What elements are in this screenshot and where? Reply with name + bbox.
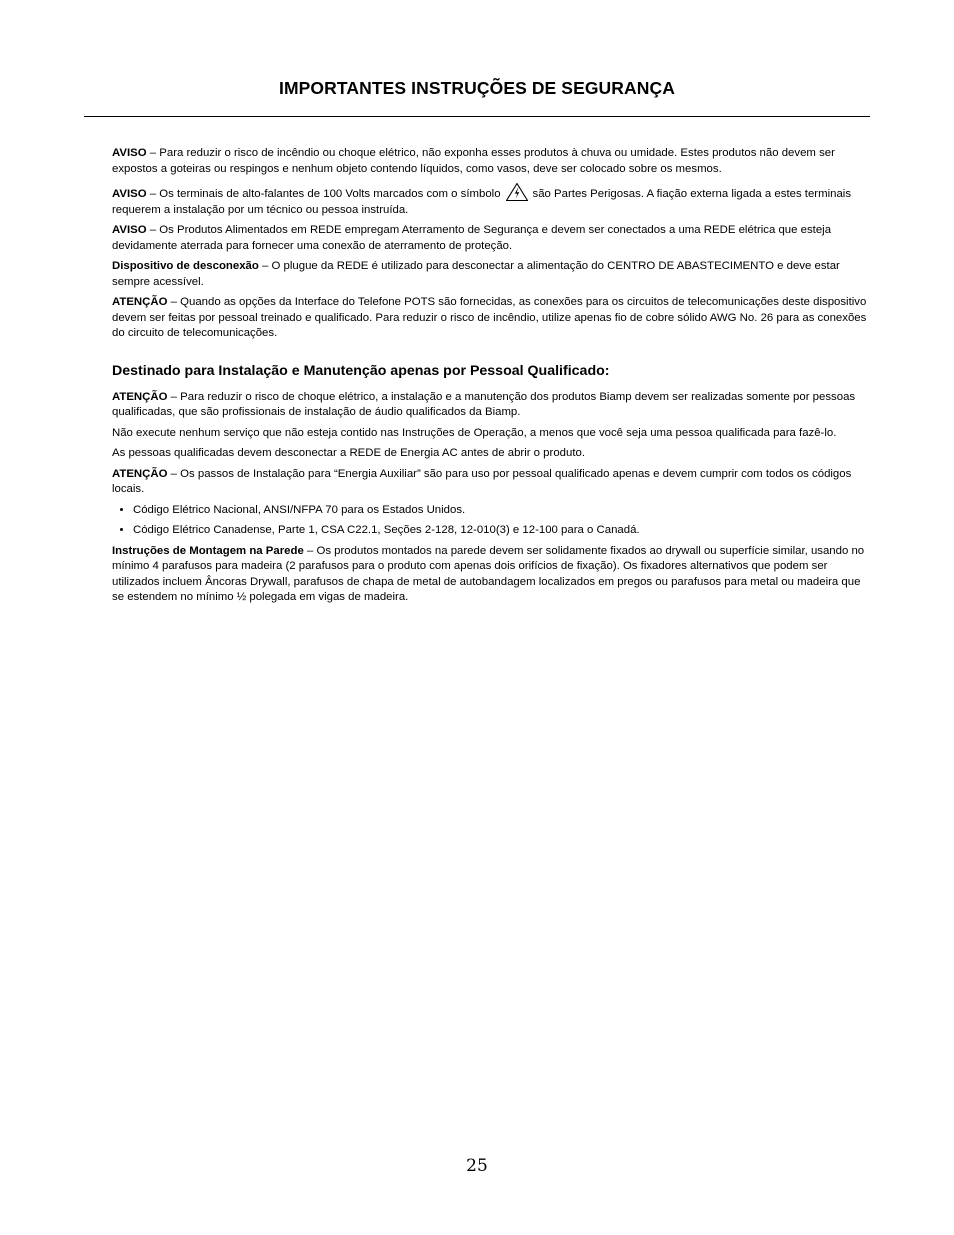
disconnect-power-paragraph: As pessoas qualificadas devem desconectar a REDE de Energia AC antes de abrir o produto.	[112, 447, 585, 459]
warning-paragraph-moisture	[112, 146, 868, 177]
paragraph-text: – Para reduzir o risco de choque elétrico, a instalação e a manutenção dos produtos Biamp devem ser realizadas somente por pessoas qualificadas, que são profissionais de instalação de áudio qualificados da Biamp.	[112, 390, 856, 418]
document-body	[112, 146, 868, 611]
wall-mount-instructions-paragraph	[112, 544, 868, 606]
caution-paragraph-pots	[112, 295, 868, 342]
paragraph-text: – Os passos de Instalação para “Energia Auxiliar” são para uso por pessoal qualificado apenas e devem cumprir com todos os códigos locais.	[112, 467, 852, 495]
paragraph-label: Dispositivo de desconexão	[112, 260, 259, 272]
paragraph-label: ATENÇÃO	[112, 390, 168, 403]
paragraph-label: AVISO	[112, 224, 147, 236]
list-item: • Código Elétrico Nacional, ANSI/NFPA 70 para os Estados Unidos.	[133, 503, 868, 519]
paragraph-label: AVISO	[112, 147, 147, 159]
page-number: 25	[466, 1156, 488, 1176]
paragraph-text: – Quando as opções da Interface do Telefone POTS são fornecidas, as conexões para os circuitos de telecomunicações deste dispositivo devem ser feitas por pessoal treinado e qualificado. Para reduzir o risco de incêndio, utilize apenas fio de cobre sólido AWG No. 26 para as conexões do circuito de telecomunicações.	[112, 296, 867, 339]
paragraph-label: ATENÇÃO	[112, 296, 168, 308]
caution-paragraph-auxiliary-power	[112, 467, 868, 498]
paragraph-label: Instruções de Montagem na Parede	[112, 544, 304, 557]
paragraph-text-continued: são Partes Perigosas. A fiação externa ligada a estes terminais requerem a instalação por um técnico ou pessoa instruída.	[112, 188, 852, 216]
paragraph-text: – Os Produtos Alimentados em REDE empregam Aterramento de Segurança e devem ser conectados a uma REDE elétrica que esteja devidamente aterrada para fornecer uma conexão de aterramento de proteção.	[112, 224, 832, 252]
electrical-codes-list	[112, 503, 868, 539]
section-heading: Destinado para Instalação e Manutenção apenas por Pessoal Qualificado:	[112, 362, 610, 379]
header-divider	[84, 116, 870, 117]
paragraph-text: – Os produtos montados na parede devem ser solidamente fixados ao drywall ou superfície similar, usando no mínimo 4 parafusos para madeira (2 parafusos para o produto com apenas dois orifícios de fixação). Os fixadores alternativos que podem ser utilizados incluem Âncoras Drywall, parafusos de chapa de metal de autobandagem localizados em pregos ou parafusos para metal ou madeira que se estendem no mínimo ½ polegada em vigas de madeira.	[112, 544, 865, 603]
paragraph-text: – Os terminais de alto-falantes de 100 Volts marcados com o símbolo	[146, 188, 501, 200]
paragraph-text: – O plugue da REDE é utilizado para desconectar a alimentação do CENTRO DE ABASTECIMENTO e deve estar sempre acessível.	[112, 260, 840, 288]
warning-paragraph-grounding	[112, 223, 868, 254]
paragraph-text: – Para reduzir o risco de incêndio ou choque elétrico, não exponha esses produtos à chuva ou umidade. Estes produtos não devem ser expostos a goteiras ou respingos e nenhum objeto contendo líquidos, como vasos, deve ser colocado sobre os mesmos.	[112, 147, 835, 175]
caution-paragraph-qualified-service	[112, 390, 868, 421]
paragraph-label: ATENÇÃO	[112, 467, 168, 480]
electrical-hazard-warning-icon	[505, 182, 529, 202]
page-title: IMPORTANTES INSTRUÇÕES DE SEGURANÇA	[279, 78, 675, 98]
warning-paragraph-speaker-terminals	[112, 182, 868, 218]
paragraph-label: AVISO	[112, 188, 147, 200]
list-item: • Código Elétrico Canadense, Parte 1, CSA C22.1, Seções 2-128, 12-010(3) e 12-100 para o Canadá.	[133, 523, 868, 539]
service-instructions-paragraph: Não execute nenhum serviço que não esteja contido nas Instruções de Operação, a menos que você seja uma pessoa qualificada para fazê-lo.	[112, 426, 837, 439]
disconnect-device-paragraph	[112, 259, 868, 290]
